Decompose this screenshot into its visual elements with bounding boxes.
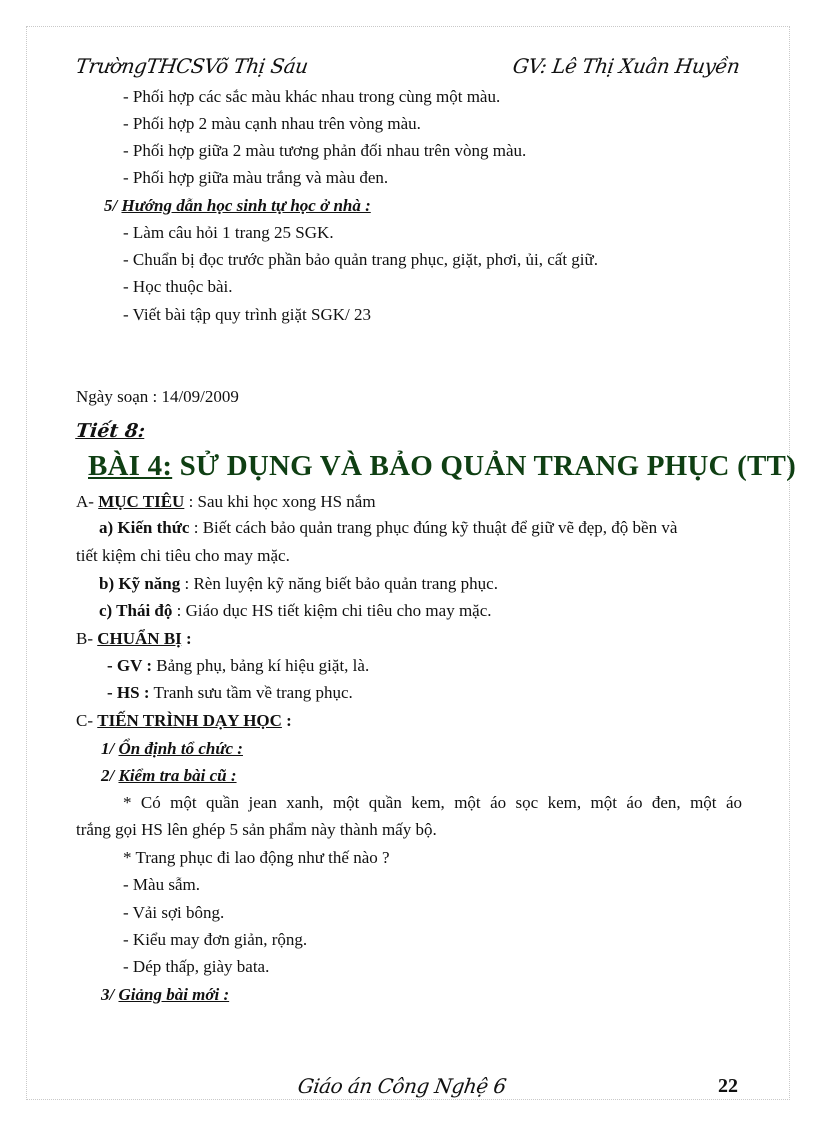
lesson-name: SỬ DỤNG VÀ BẢO QUẢN TRANG PHỤC (TT) xyxy=(172,450,796,482)
question2: * Trang phục đi lao động như thế nào ? xyxy=(123,848,390,867)
lesson-label: BÀI 4: xyxy=(88,450,173,482)
list-item: - Chuẩn bị đọc trước phần bảo quản trang phục, giặt, phơi, ủi, cất giữ. xyxy=(123,250,598,269)
attitude-label: c) Thái độ xyxy=(99,601,173,620)
list-item: - Phối hợp giữa màu trắng và màu đen. xyxy=(123,168,389,187)
step3-title: Giảng bài mới : xyxy=(118,985,230,1004)
list-item: - Dép thấp, giày bata. xyxy=(123,957,270,976)
sectionB-hs xyxy=(107,682,816,704)
school-name: TrườngTHCSVõ Thị Sáu xyxy=(74,54,310,78)
footer-subject: Giáo án Công Nghệ 6 xyxy=(296,1074,508,1098)
sectionC-prefix: C- xyxy=(76,711,98,730)
list-item: - Vải sợi bông. xyxy=(123,903,225,922)
section5-title: Hướng dẫn học sinh tự học ở nhà : xyxy=(121,196,371,215)
section5-heading xyxy=(104,195,816,217)
list-item: - Làm câu hỏi 1 trang 25 SGK. xyxy=(123,223,334,242)
section5-number: 5/ xyxy=(104,196,122,215)
step2-number: 2/ xyxy=(101,766,119,785)
list-item: - Phối hợp 2 màu cạnh nhau trên vòng màu. xyxy=(123,114,421,133)
period-label: Tiết 8: xyxy=(74,420,147,442)
skill-label: b) Kỹ năng xyxy=(99,574,181,593)
lesson-title xyxy=(88,450,796,483)
knowledge-label: a) Kiến thức xyxy=(99,518,190,537)
sectionB-suffix: : xyxy=(181,629,192,648)
question1-line2: trắng gọi HS lên ghép 5 sản phẩm này thành mấy bộ. xyxy=(76,820,437,839)
prep-date: Ngày soạn : 14/09/2009 xyxy=(76,387,239,406)
step1-heading xyxy=(101,738,816,760)
gv-text: Bảng phụ, bảng kí hiệu giặt, là. xyxy=(152,656,370,675)
list-item: - Phối hợp giữa 2 màu tương phản đối nhau trên vòng màu. xyxy=(123,141,527,160)
list-item: - Phối hợp các sắc màu khác nhau trong cùng một màu. xyxy=(123,87,501,106)
sectionA-suffix: : Sau khi học xong HS nắm xyxy=(184,492,376,511)
step1-title: Ổn định tổ chức : xyxy=(118,739,243,758)
list-item: - Màu sẫm. xyxy=(123,875,200,894)
page-number: 22 xyxy=(718,1075,738,1097)
step2-title: Kiểm tra bài cũ : xyxy=(118,766,237,785)
step3-heading xyxy=(101,984,816,1006)
sectionB-gv xyxy=(107,655,816,677)
sectionA-title: MỤC TIÊU xyxy=(98,492,185,511)
sectionC-suffix: : xyxy=(281,711,292,730)
sectionA-c xyxy=(99,600,816,622)
hs-text: Tranh sưu tầm về trang phục. xyxy=(149,683,353,702)
sectionA-a-line2: tiết kiệm chi tiêu cho may mặc. xyxy=(76,546,290,565)
attitude-text: : Giáo dục HS tiết kiệm chi tiêu cho may mặc. xyxy=(172,601,492,620)
sectionB-title: CHUẨN BỊ xyxy=(97,629,182,648)
list-item: - Kiểu may đơn giản, rộng. xyxy=(123,930,308,949)
sectionA-prefix: A- xyxy=(76,492,99,511)
list-item: - Học thuộc bài. xyxy=(123,277,233,296)
skill-text: : Rèn luyện kỹ năng biết bảo quản trang phục. xyxy=(180,574,498,593)
hs-label: - HS : xyxy=(107,683,150,702)
sectionA-b xyxy=(99,573,816,595)
knowledge-text: : Biết cách bảo quản trang phục đúng kỹ thuật để giữ vẽ đẹp, độ bền và xyxy=(189,518,678,537)
sectionC-title: TIẾN TRÌNH DẠY HỌC xyxy=(97,711,282,730)
step3-number: 3/ xyxy=(101,985,119,1004)
teacher-name: GV: Lê Thị Xuân Huyền xyxy=(511,54,742,78)
step2-heading xyxy=(101,765,816,787)
list-item: - Viết bài tập quy trình giặt SGK/ 23 xyxy=(123,305,371,324)
sectionA-a-line1 xyxy=(99,517,816,539)
step1-number: 1/ xyxy=(101,739,119,758)
gv-label: - GV : xyxy=(107,656,153,675)
page-header xyxy=(76,52,740,84)
sectionB-prefix: B- xyxy=(76,629,98,648)
sectionB-heading xyxy=(76,628,816,650)
question1-line1: * Có một quần jean xanh, một quần kem, một áo sọc kem, một áo đen, một áo xyxy=(123,793,742,812)
sectionC-heading xyxy=(76,710,816,732)
sectionA-heading xyxy=(76,491,816,513)
